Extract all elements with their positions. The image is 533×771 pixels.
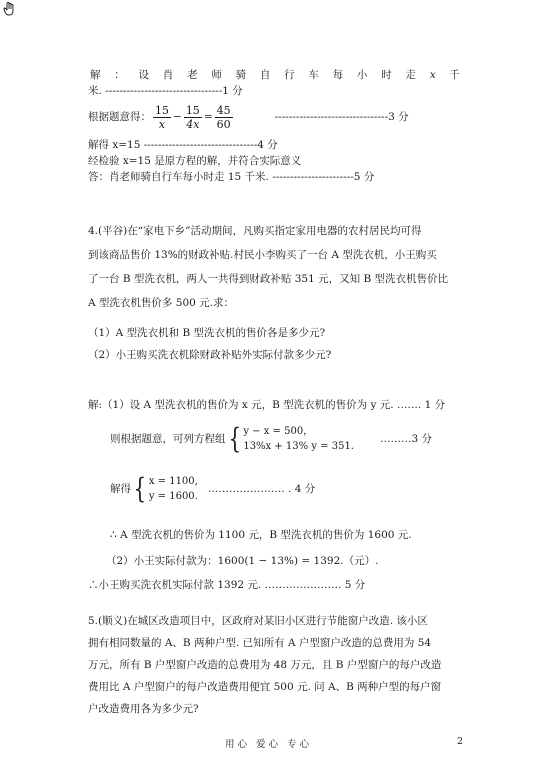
left-brace-icon: { [228, 422, 241, 455]
problem4-line2: 到该商品售价 13%的财政补贴.村民小李购买了一台 A 型洗衣机，小王购买 [88, 249, 437, 261]
equation-system-2: 解得 { x = 1100, y = 1600. …………………. . 4 分 [110, 472, 316, 505]
problem4-line4: A 型洗衣机售价多 500 元.求： [88, 297, 234, 309]
solution3-line1: 解 ： 设 肖 老 师 骑 自 行 车 每 小 时 走 x 千 [90, 69, 460, 81]
solution3-line2: 米. ---------------------------------1 分 [88, 85, 243, 97]
problem4-line3: 了一台 B 型洗衣机，两人一共得到财政补贴 351 元，又知 B 型洗衣机售价比 [88, 273, 448, 285]
fraction-2: $\frac{15}{4x}$ [185, 103, 200, 131]
equation-system-1: 则根据题意，可列方程组 { y − x = 500， 13%x + 13% y = 351. ………3 分 [110, 422, 433, 455]
therefore-line-2: ∴小王购买洗衣机实际付款 1392 元. …………………. 5 分 [88, 579, 366, 591]
problem5-line3: 万元，所有 B 户型窗户改造的总费用为 48 万元，且 B 户型窗户的每户改造 [88, 659, 442, 671]
problem4-line1: 4.(平谷)在“家电下乡”活动期间，凡购买指定家用电器的农村居民均可得 [88, 225, 422, 237]
problem5-line2: 拥有相同数量的 A、B 两种户型. 已知所有 A 户型窗户改造的总费用为 54 [88, 637, 432, 649]
fraction-3: $\frac{45}{60}$ [216, 103, 231, 131]
left-brace-icon: { [133, 472, 147, 505]
fraction-1: $\frac{15}{x}$ [155, 103, 169, 131]
problem5-line5: 户改造费用各为多少元? [88, 703, 199, 715]
answer-line: 答：肖老师骑自行车每小时走 15 千米. -----------------------5 分 [88, 171, 375, 183]
solve-line: 解得 x=15 --------------------------------4 分 [88, 139, 278, 151]
page-number: 2 [457, 736, 464, 747]
footer-motto: 用心 爱心 专心 [225, 739, 313, 750]
problem4-question-1: （1）A 型洗衣机和 B 型洗衣机的售价各是多少元? [88, 327, 326, 339]
hand-cursor-icon [2, 2, 16, 16]
problem5-line1: 5.(顺义)在城区改造项目中，区政府对某旧小区进行节能窗户改造. 该小区 [88, 615, 428, 627]
solution4-line1: 解:（1）设 A 型洗衣机的售价为 x 元，B 型洗衣机的售价为 y 元. ……. 1 分 [88, 399, 446, 411]
problem5-line4: 费用比 A 户型窗户的每户改造费用便宜 500 元. 问 A、B 两种户型的每户窗 [88, 681, 442, 693]
part2-line: （2）小王实际付款为：1600(1 − 13%) = 1392.（元）. [106, 555, 379, 567]
problem4-question-2: （2）小王购买洗衣机除财政补贴外实际付款多少元? [88, 349, 332, 361]
equation-line: 根据题意得： $\frac{15}{x}$ − $\frac{15}{4x}$ = $\frac{45}{60}$ --------------------------------3 分 [88, 103, 409, 131]
check-line: 经检验 x=15 是原方程的解，并符合实际意义 [88, 155, 302, 167]
therefore-line-1: ∴ A 型洗衣机的售价为 1100 元，B 型洗衣机的售价为 1600 元. [110, 529, 412, 541]
